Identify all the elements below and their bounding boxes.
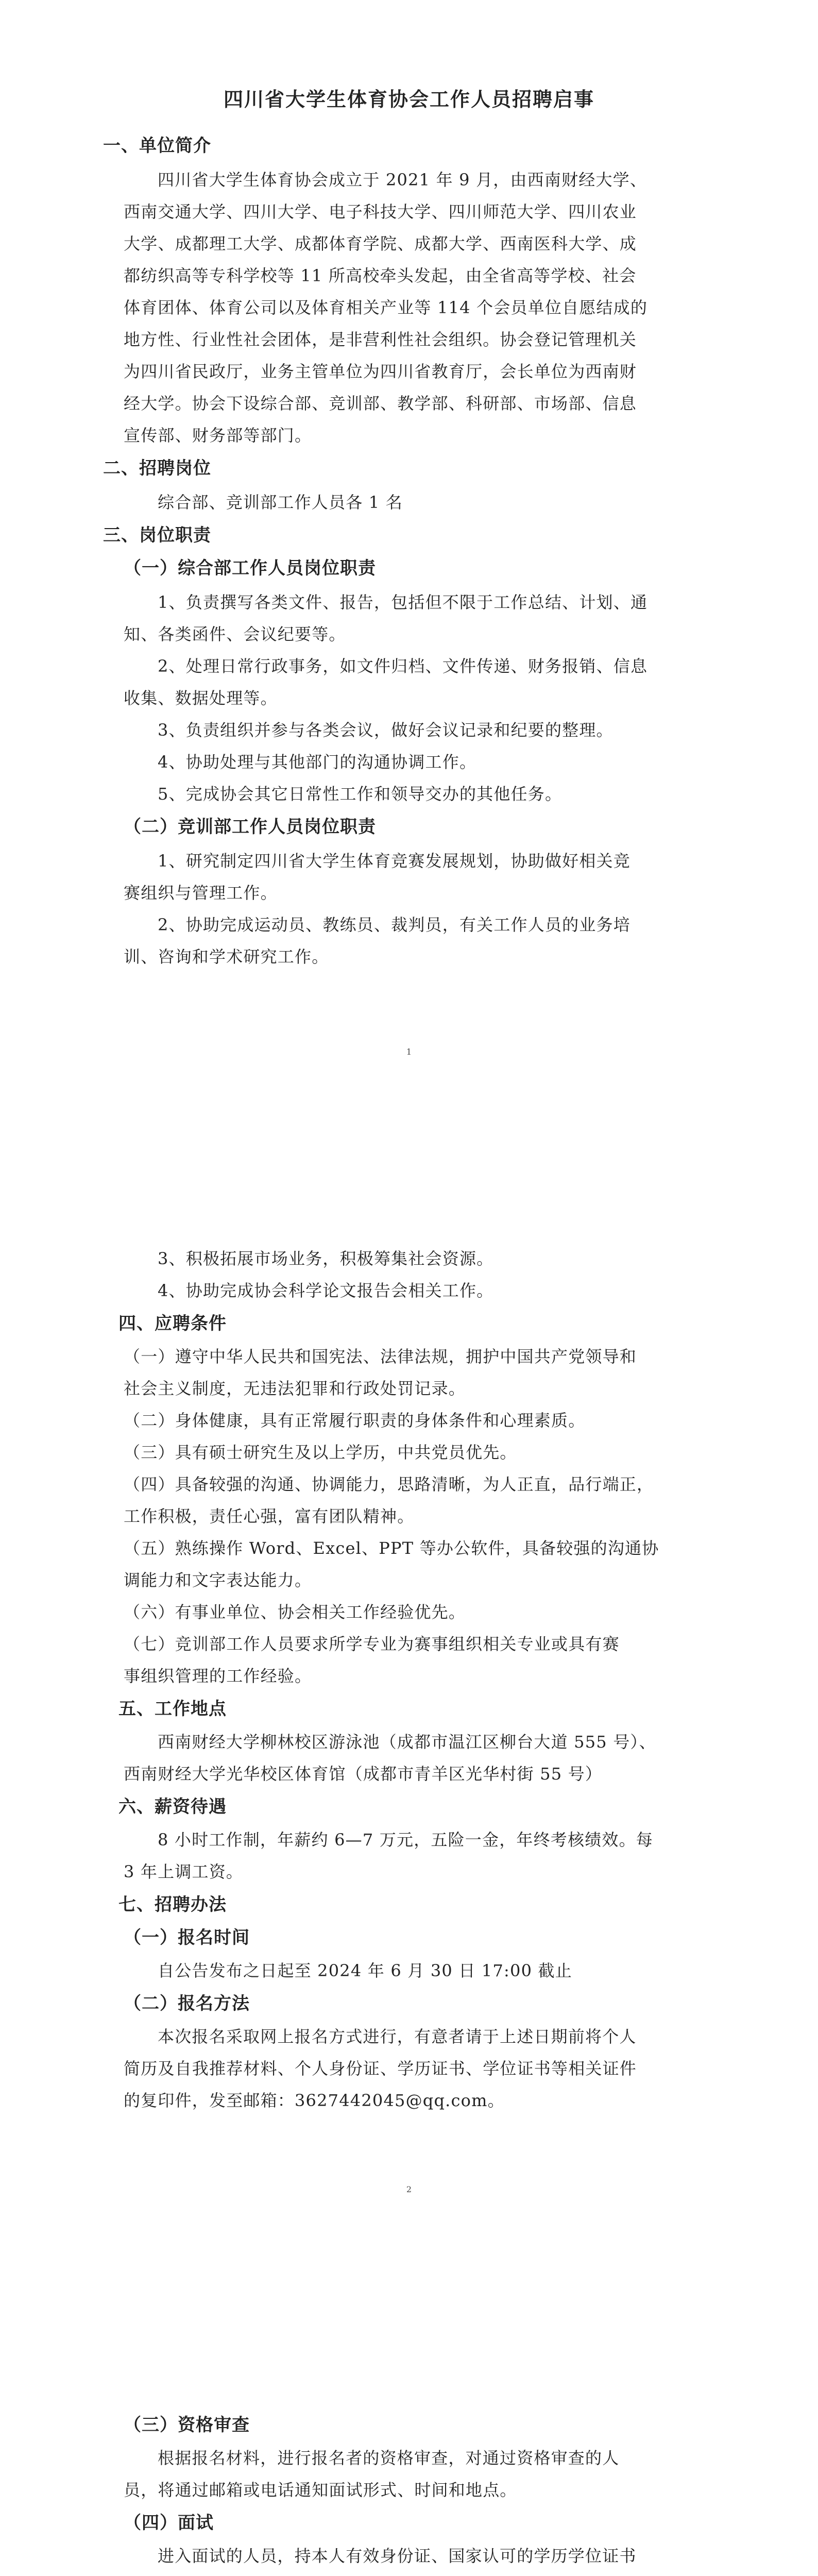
page-number: 2 [406, 2184, 412, 2194]
subheading-interview: （四）面试 [124, 2513, 214, 2533]
heading-salary: 六、薪资待遇 [118, 1797, 227, 1817]
paragraph-line: 为四川省民政厅，业务主管单位为四川省教育厅，会长单位为西南财 [124, 362, 637, 381]
paragraph-line: 训、咨询和学术研究工作。 [124, 947, 329, 967]
paragraph-line: 本次报名采取网上报名方式进行，有意者请于上述日期前将个人 [158, 2027, 637, 2046]
subheading-registration-method: （二）报名方法 [124, 1993, 250, 2014]
subheading-training-dept: （二）竞训部工作人员岗位职责 [124, 817, 376, 837]
paragraph-line: 的复印件，发至邮箱：3627442045@qq.com。 [124, 2091, 505, 2110]
paragraph-line: 员，将通过邮箱或电话通知面试形式、时间和地点。 [124, 2480, 517, 2500]
heading-recruitment-method: 七、招聘办法 [118, 1894, 227, 1915]
paragraph-line: 调能力和文字表达能力。 [124, 1570, 312, 1590]
paragraph-line: 根据报名材料，进行报名者的资格审查，对通过资格审查的人 [158, 2448, 620, 2468]
paragraph-line: 1、研究制定四川省大学生体育竞赛发展规划，协助做好相关竞 [158, 851, 630, 871]
subheading-qualification-review: （三）资格审查 [124, 2415, 250, 2435]
paragraph-line: 1、负责撰写各类文件、报告，包括但不限于工作总结、计划、通 [158, 592, 648, 612]
paragraph-line: 进入面试的人员，持本人有效身份证、国家认可的学历学位证书 [158, 2546, 637, 2566]
document-title: 四川省大学生体育协会工作人员招聘启事 [223, 88, 594, 111]
paragraph-line: 四川省大学生体育协会成立于 2021 年 9 月，由西南财经大学、 [158, 170, 647, 190]
paragraph-line: （三）具有硕士研究生及以上学历，中共党员优先。 [124, 1443, 517, 1462]
paragraph-line: 工作积极，责任心强，富有团队精神。 [124, 1506, 415, 1526]
page-number: 1 [406, 1047, 412, 1057]
paragraph-line: 西南交通大学、四川大学、电子科技大学、四川师范大学、四川农业 [124, 202, 637, 222]
paragraph-line: 知、各类函件、会议纪要等。 [124, 624, 346, 644]
paragraph-line: 地方性、行业性社会团体，是非营利性社会组织。协会登记管理机关 [124, 330, 637, 349]
paragraph-line: （六）有事业单位、协会相关工作经验优先。 [124, 1602, 466, 1622]
paragraph-line: 2、协助完成运动员、教练员、裁判员，有关工作人员的业务培 [158, 915, 630, 935]
paragraph-line: 5、完成协会其它日常性工作和领导交办的其他任务。 [158, 784, 563, 804]
subheading-registration-time: （一）报名时间 [124, 1927, 250, 1948]
paragraph-line: 赛组织与管理工作。 [124, 883, 278, 903]
paragraph-line: （二）身体健康，具有正常履行职责的身体条件和心理素质。 [124, 1411, 586, 1430]
paragraph-line: 体育团体、体育公司以及体育相关产业等 114 个会员单位自愿结成的 [124, 298, 648, 317]
paragraph-line: （四）具备较强的沟通、协调能力，思路清晰，为人正直，品行端正， [124, 1475, 654, 1494]
paragraph-line: 2、处理日常行政事务，如文件归档、文件传递、财务报销、信息 [158, 656, 648, 676]
paragraph-line: 4、协助完成协会科学论文报告会相关工作。 [158, 1281, 494, 1300]
paragraph-line: 3、负责组织并参与各类会议，做好会议记录和纪要的整理。 [158, 720, 614, 740]
heading-requirements: 四、应聘条件 [118, 1313, 227, 1334]
paragraph-line: 3 年上调工资。 [124, 1862, 244, 1882]
paragraph-line: 8 小时工作制，年薪约 6—7 万元，五险一金，年终考核绩效。每 [158, 1830, 653, 1850]
paragraph-line: 3、积极拓展市场业务，积极筹集社会资源。 [158, 1249, 494, 1268]
paragraph-line: 宣传部、财务部等部门。 [124, 426, 312, 445]
heading-unit-intro: 一、单位简介 [103, 135, 211, 156]
paragraph-line: （七）竞训部工作人员要求所学专业为赛事组织相关专业或具有赛 [124, 1634, 620, 1654]
paragraph-line: （五）熟练操作 Word、Excel、PPT 等办公软件，具备较强的沟通协 [124, 1538, 659, 1558]
heading-positions: 二、招聘岗位 [103, 458, 211, 479]
heading-work-location: 五、工作地点 [118, 1699, 227, 1719]
heading-duties: 三、岗位职责 [103, 525, 211, 546]
paragraph-line: 西南财经大学柳林校区游泳池（成都市温江区柳台大道 555 号）、 [158, 1732, 656, 1752]
paragraph-line: 西南财经大学光华校区体育馆（成都市青羊区光华村街 55 号） [124, 1764, 603, 1784]
paragraph-line: 事组织管理的工作经验。 [124, 1666, 312, 1686]
paragraph-line: 都纺织高等专科学校等 11 所高校牵头发起，由全省高等学校、社会 [124, 266, 637, 285]
paragraph-line: 经大学。协会下设综合部、竞训部、教学部、科研部、市场部、信息 [124, 394, 637, 413]
paragraph-line: 综合部、竞训部工作人员各 1 名 [158, 493, 403, 512]
paragraph-line: 收集、数据处理等。 [124, 688, 278, 708]
paragraph-line: 4、协助处理与其他部门的沟通协调工作。 [158, 752, 477, 772]
paragraph-line: 社会主义制度，无违法犯罪和行政处罚记录。 [124, 1379, 466, 1398]
paragraph-line: 自公告发布之日起至 2024 年 6 月 30 日 17:00 截止 [158, 1961, 572, 1980]
paragraph-line: 大学、成都理工大学、成都体育学院、成都大学、西南医科大学、成 [124, 234, 637, 253]
paragraph-line: （一）遵守中华人民共和国宪法、法律法规，拥护中国共产党领导和 [124, 1347, 637, 1366]
subheading-general-dept: （一）综合部工作人员岗位职责 [124, 558, 376, 579]
paragraph-line: 简历及自我推荐材料、个人身份证、学历证书、学位证书等相关证件 [124, 2059, 637, 2078]
